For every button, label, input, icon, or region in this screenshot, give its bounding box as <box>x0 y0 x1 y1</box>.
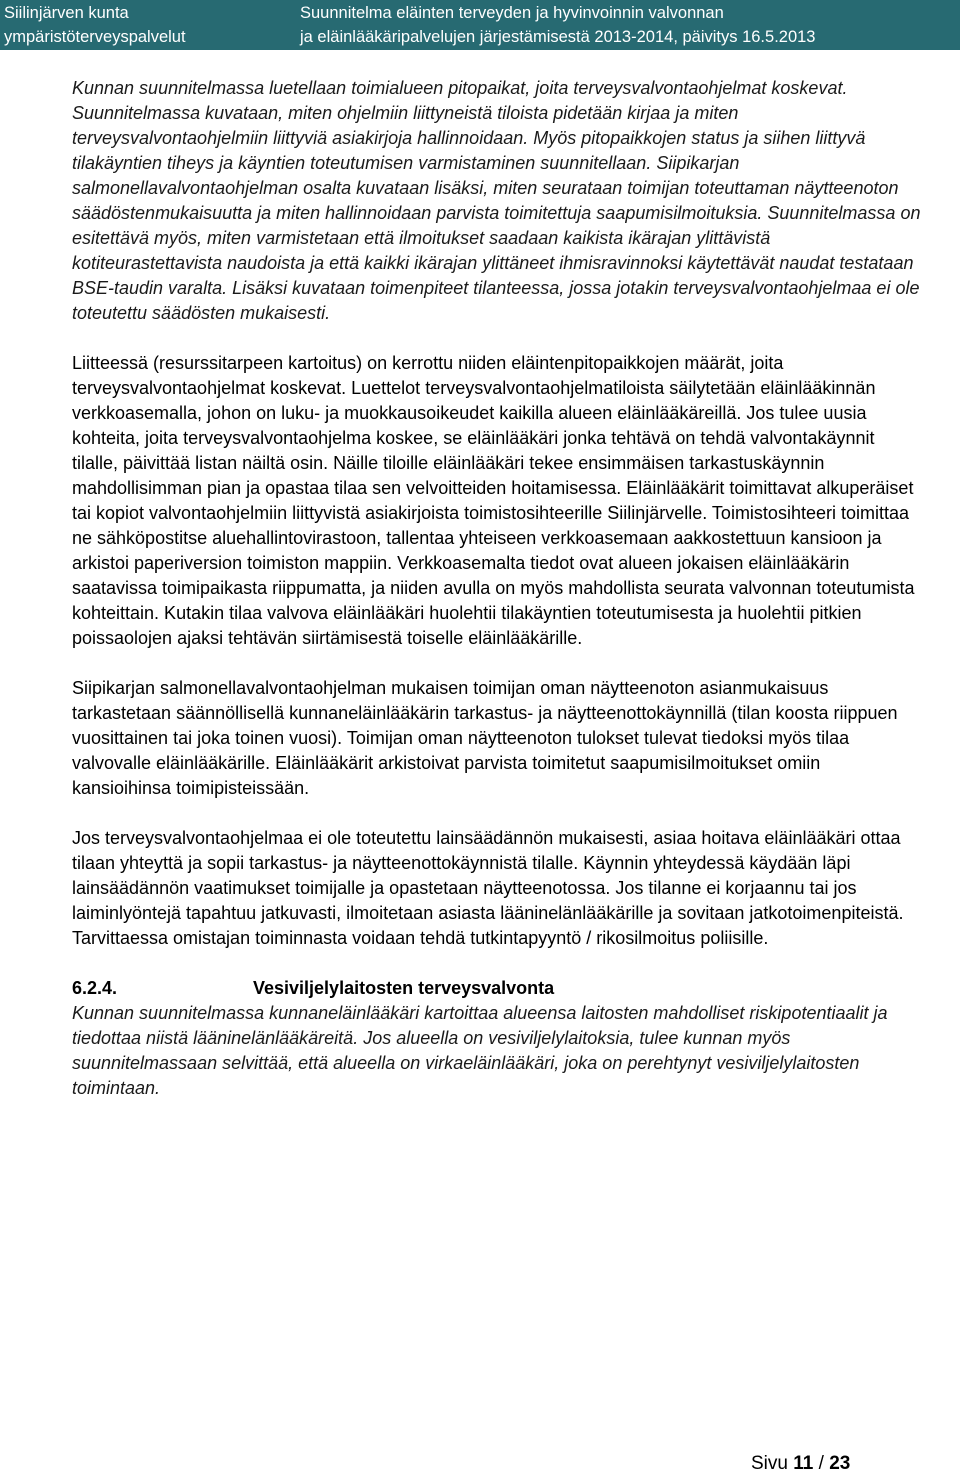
section-heading <box>72 976 922 1001</box>
page-header <box>0 0 960 50</box>
page-separator: / <box>813 1453 830 1474</box>
header-left <box>4 1 186 49</box>
section-title: Vesiviljelylaitosten terveysvalvonta <box>253 978 555 998</box>
paragraph-salmonella: Siipikarjan salmonellavalvontaohjelman mukaisen toimijan oman näytteenoton asianmukaisuus tarkastetaan säännöllisellä kunnaneläinlääkärin tarkastus- ja näytteenottokäynnillä (tilan koosta riippuen vuosittainen tai joka toinen vuosi). Toimijan oman näytteenoton tulokset tulevat tiedoksi myös tilaa valvovalle eläinlääkärille. Eläinlääkärit arkistoivat parvista toimitetut saapumisilmoitukset omiin kansioihinsa toimipisteissään. <box>72 678 898 798</box>
header-right <box>300 1 816 49</box>
page-current: 11 <box>793 1453 814 1474</box>
paragraph-noncompliance: Jos terveysvalvontaohjelmaa ei ole toteutettu lainsäädännön mukaisesti, asiaa hoitava eläinlääkäri ottaa tilaan yhteyttä ja sopii tarkastus- ja näytteenottokäynnistä tilalle. Käynnin yhteydessä käydään läpi lainsäädännön vaatimukset toimijalle ja opastetaan näytteenotossa. Jos tilanne ei korjaannu tai jos laiminlyöntejä tapahtuu jatkuvasti, ilmoitetaan asiasta lääninelänlääkärille ja sovitaan jatkotoimenpiteistä. Tarvittaessa omistajan toiminnasta voidaan tehdä tutkintapyyntö / rikosilmoitus poliisille. <box>72 828 904 948</box>
page-total: 23 <box>829 1453 851 1474</box>
section-number: 6.2.4. <box>72 978 118 998</box>
page-number <box>751 1452 850 1476</box>
header-department: ympäristöterveyspalvelut <box>4 28 186 46</box>
document-body <box>72 76 922 1101</box>
header-organization: Siilinjärven kunta <box>4 4 129 22</box>
section-paragraph: Kunnan suunnitelmassa kunnaneläinlääkäri kartoittaa alueensa laitosten mahdolliset riskipotentiaalit ja tiedottaa niistä lääninelänlääkäreitä. Jos alueella on vesiviljelylaitoksia, tulee kunnan myös suunnitelmassaan selvittää, että alueella on virkaeläinlääkäri, joka on perehtynyt vesiviljelylaitosten toimintaan. <box>72 1003 888 1098</box>
header-document-subtitle: ja eläinlääkäripalvelujen järjestämisestä 2013-2014, päivitys 16.5.2013 <box>300 28 816 46</box>
paragraph-appendix: Liitteessä (resurssitarpeen kartoitus) on kerrottu niiden eläintenpitopaikkojen määrät, joita terveysvalvontaohjelmat koskevat. Luettelot terveysvalvontaohjelmatiloista säilytetään eläinlääkinnän verkkoasemalla, johon on luku- ja muokkausoikeudet kaikilla alueen eläinlääkäreillä. Jos tulee uusia kohteita, joita terveysvalvontaohjelma koskee, se eläinlääkäri jonka tehtävä on tehdä valvontakäynnit tilalle, päivittää listan näiltä osin. Näille tiloille eläinlääkäri tekee ensimmäisen tarkastuskäynnin mahdollisimman pian ja opastaa tilaa sen velvoitteiden hoitamisessa. Eläinlääkärit toimittavat alkuperäiset tai kopiot valvontaohjelmiin liittyvistä asiakirjoista toimistosihteerille Siilinjärvelle. Toimistosihteeri toimittaa ne sähköpostitse aluehallintovirastoon, tallentaa yhteiseen verkkoasemaan aakkostettuun kansioon ja arkistoi paperiversion toimiston mappiin. Verkkoasemalta tiedot ovat alueen jokaisen eläinlääkärin saatavissa toimipaikasta riippumatta, ja niiden avulla on myös mahdollista seurata valvonnan toteutumista kohteittain. Kutakin tilaa valvova eläinlääkäri huolehtii tilakäyntien toteutumisesta ja huolehtii pitkien poissaolojen ajaksi tehtävän siirtämisestä toiselle eläinlääkärille. <box>72 353 915 648</box>
page-prefix: Sivu <box>751 1453 788 1474</box>
paragraph-intro: Kunnan suunnitelmassa luetellaan toimialueen pitopaikat, joita terveysvalvontaohjelmat koskevat. Suunnitelmassa kuvataan, miten ohjelmiin liittyneistä tiloista pidetään kirjaa ja miten terveysvalvontaohjelmiin liittyviä asiakirjoja hallinnoidaan. Myös pitopaikkojen status ja siihen liittyvä tilakäyntien tiheys ja käyntien toteutumisen varmistaminen suunnitellaan. Siipikarjan salmonellavalvontaohjelman osalta kuvataan lisäksi, miten seurataan toimijan toteuttaman näytteenoton säädöstenmukaisuutta ja miten hallinnoidaan parvista toimitettuja saapumisilmoituksia. Suunnitelmassa on esitettävä myös, miten varmistetaan että ilmoitukset saadaan kaikista ikärajan ylittävistä kotiteurastettavista naudoista ja että kaikki ikärajan ylittäneet ihmisravinnoksi käytettävät naudat testataan BSE-taudin varalta. Lisäksi kuvataan toimenpiteet tilanteessa, jossa jotakin terveysvalvontaohjelmaa ei ole toteutettu säädösten mukaisesti. <box>72 78 921 323</box>
header-document-title: Suunnitelma eläinten terveyden ja hyvinvoinnin valvonnan <box>300 4 724 22</box>
